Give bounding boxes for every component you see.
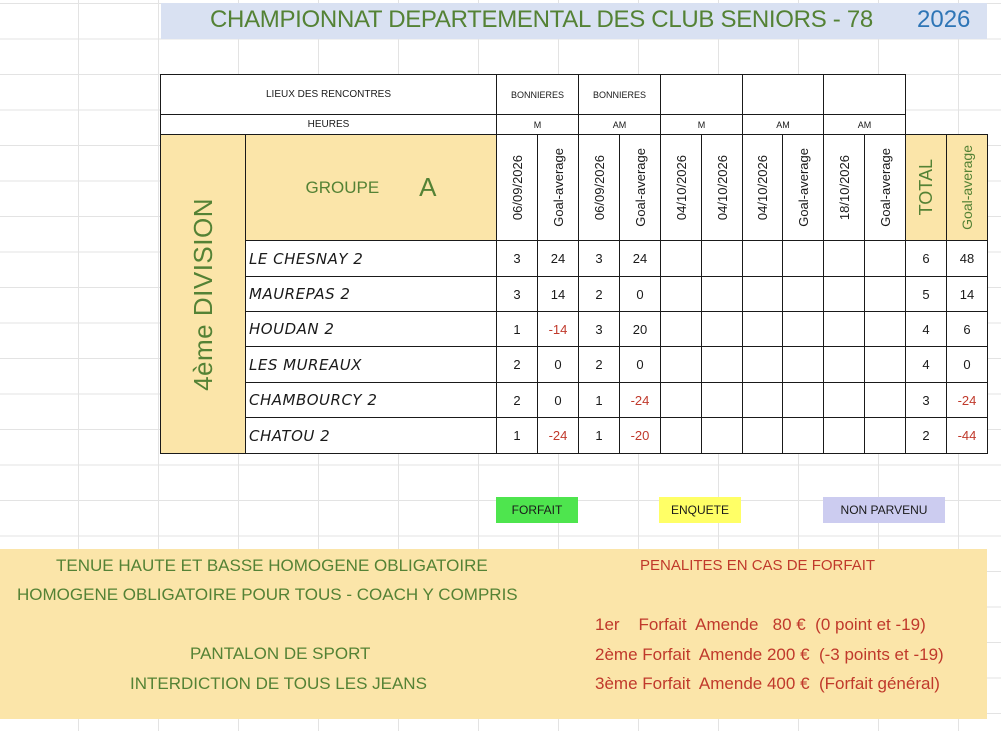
lieux-label: LIEUX DES RENCONTRES [160, 74, 497, 115]
empty-score-cell [823, 417, 865, 454]
score-r2: 2 [578, 346, 620, 383]
venue-cell [742, 74, 824, 115]
empty-score-cell [660, 311, 702, 347]
score-r1: 3 [496, 240, 538, 277]
empty-score-cell [701, 382, 743, 418]
rule-no-jeans: INTERDICTION DE TOUS LES JEANS [130, 674, 427, 693]
column-header [782, 134, 824, 241]
empty-score-cell [660, 276, 702, 312]
legend-forfait: FORFAIT [496, 497, 578, 523]
score-r2: 2 [578, 276, 620, 312]
column-header [619, 134, 661, 241]
column-header [578, 134, 620, 241]
score-g1: 0 [537, 382, 579, 418]
total-goal-header [946, 134, 988, 241]
empty-score-cell [782, 240, 824, 277]
rule-pants: PANTALON DE SPORT [190, 644, 371, 663]
score-g1: -14 [537, 311, 579, 347]
score-g2: 0 [619, 346, 661, 383]
empty-score-cell [864, 240, 906, 277]
score-ga: 14 [946, 276, 988, 312]
time-cell: M [496, 114, 579, 135]
score-r1: 1 [496, 417, 538, 454]
empty-score-cell [701, 276, 743, 312]
column-header [742, 134, 783, 241]
score-g1: 14 [537, 276, 579, 312]
score-g2: 20 [619, 311, 661, 347]
score-r1: 1 [496, 311, 538, 347]
empty-score-cell [660, 382, 702, 418]
season-year: 2026 [917, 6, 971, 33]
score-r1: 2 [496, 346, 538, 383]
score-total: 6 [905, 240, 947, 277]
empty-score-cell [864, 276, 906, 312]
groupe-letter: A [419, 172, 437, 202]
team-name: CHAMBOURCY 2 [245, 382, 497, 418]
score-g2: 24 [619, 240, 661, 277]
division-cell [160, 134, 246, 454]
page-title: CHAMPIONNAT DEPARTEMENTAL DES CLUB SENIORS - 78 [210, 6, 873, 33]
column-header-text: 04/10/2026 [755, 154, 770, 221]
score-total: 3 [905, 382, 947, 418]
legend-non-parvenu: NON PARVENU [823, 497, 945, 523]
venue-cell [823, 74, 906, 115]
total-header-text: TOTAL [915, 159, 936, 216]
empty-score-cell [823, 240, 865, 277]
empty-score-cell [864, 417, 906, 454]
empty-score-cell [660, 346, 702, 383]
division-label: 4ème DIVISION [187, 197, 218, 391]
column-header [864, 134, 906, 241]
score-r1: 3 [496, 276, 538, 312]
empty-score-cell [660, 417, 702, 454]
penalty-second: 2ème Forfait Amende 200 € (-3 points et -19) [595, 645, 944, 664]
column-header-text: Goal-average [632, 148, 648, 227]
score-ga: 6 [946, 311, 988, 347]
empty-score-cell [742, 417, 783, 454]
empty-score-cell [701, 311, 743, 347]
score-ga: 0 [946, 346, 988, 383]
score-total: 2 [905, 417, 947, 454]
groupe-cell [245, 134, 497, 241]
time-cell: AM [578, 114, 661, 135]
heures-label: HEURES [160, 114, 497, 135]
standings-table [160, 74, 987, 455]
score-g2: -24 [619, 382, 661, 418]
column-header [660, 134, 702, 241]
total-goal-header-text: Goal-average [959, 145, 975, 230]
column-header-text: Goal-average [877, 148, 893, 227]
empty-score-cell [742, 240, 783, 277]
empty-score-cell [823, 311, 865, 347]
empty-score-cell [742, 311, 783, 347]
empty-score-cell [701, 240, 743, 277]
column-header [701, 134, 743, 241]
penalties-title: PENALITES EN CAS DE FORFAIT [640, 557, 876, 574]
score-g1: -24 [537, 417, 579, 454]
team-name: MAUREPAS 2 [245, 276, 497, 312]
empty-score-cell [782, 417, 824, 454]
score-g1: 24 [537, 240, 579, 277]
rules-panel [0, 549, 987, 719]
team-name: HOUDAN 2 [245, 311, 497, 347]
empty-score-cell [864, 346, 906, 383]
column-header [496, 134, 538, 241]
venue-cell: BONNIERES [496, 74, 579, 115]
penalty-first: 1er Forfait Amende 80 € (0 point et -19) [595, 615, 926, 634]
empty-score-cell [782, 382, 824, 418]
empty-score-cell [782, 346, 824, 383]
column-header [823, 134, 865, 241]
empty-score-cell [742, 382, 783, 418]
rule-everyone: HOMOGENE OBLIGATOIRE POUR TOUS - COACH Y COMPRIS [17, 585, 518, 604]
score-ga: 48 [946, 240, 988, 277]
empty-score-cell [660, 240, 702, 277]
score-total: 4 [905, 311, 947, 347]
score-g2: 0 [619, 276, 661, 312]
legend-enquete: ENQUETE [659, 497, 741, 523]
score-r2: 3 [578, 311, 620, 347]
total-header [905, 134, 947, 241]
empty-score-cell [742, 346, 783, 383]
venue-cell: BONNIERES [578, 74, 661, 115]
empty-score-cell [701, 346, 743, 383]
empty-score-cell [701, 417, 743, 454]
score-r2: 1 [578, 382, 620, 418]
time-cell: AM [823, 114, 906, 135]
column-header-text: 06/09/2026 [509, 154, 525, 221]
column-header-text: Goal-average [550, 148, 566, 227]
empty-score-cell [864, 311, 906, 347]
column-header [537, 134, 579, 241]
score-r1: 2 [496, 382, 538, 418]
team-name: CHATOU 2 [245, 417, 497, 454]
score-total: 4 [905, 346, 947, 383]
empty-score-cell [782, 276, 824, 312]
team-name: LE CHESNAY 2 [245, 240, 497, 277]
time-cell: AM [742, 114, 824, 135]
score-r2: 3 [578, 240, 620, 277]
empty-score-cell [823, 276, 865, 312]
team-name: LES MUREAUX [245, 346, 497, 383]
column-header-text: 04/10/2026 [673, 154, 689, 221]
venue-cell [660, 74, 743, 115]
score-g1: 0 [537, 346, 579, 383]
column-header-text: 06/09/2026 [591, 154, 607, 221]
score-r2: 1 [578, 417, 620, 454]
groupe-label: GROUPE [305, 177, 380, 197]
empty-score-cell [742, 276, 783, 312]
rule-uniform: TENUE HAUTE ET BASSE HOMOGENE OBLIGATOIRE [56, 556, 488, 575]
empty-score-cell [782, 311, 824, 347]
score-total: 5 [905, 276, 947, 312]
column-header-text: 04/10/2026 [714, 154, 730, 221]
score-ga: -24 [946, 382, 988, 418]
column-header-text: Goal-average [795, 148, 811, 227]
score-ga: -44 [946, 417, 988, 454]
empty-score-cell [864, 382, 906, 418]
empty-score-cell [823, 346, 865, 383]
penalty-third: 3ème Forfait Amende 400 € (Forfait général) [595, 674, 940, 693]
empty-score-cell [823, 382, 865, 418]
time-cell: M [660, 114, 743, 135]
score-g2: -20 [619, 417, 661, 454]
column-header-text: 18/10/2026 [836, 154, 852, 221]
